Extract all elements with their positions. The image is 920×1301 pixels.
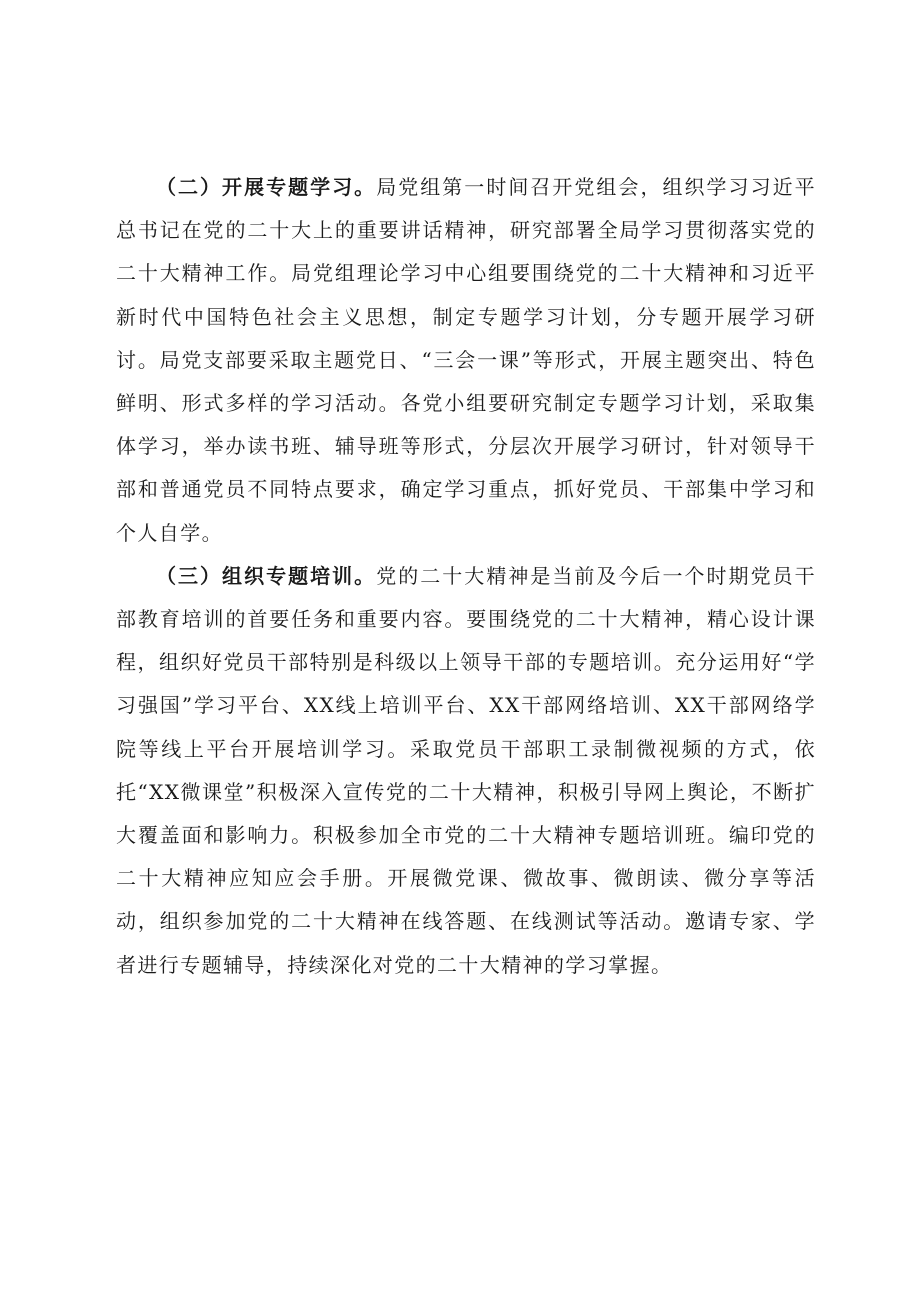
paragraph-text-study: 局党组第一时间召开党组会，组织学习习近平总书记在党的二十大上的重要讲话精神，研究部署全局学习贯彻落实党的二十大精神工作。局党组理论学习中心组要围绕党的二十大精神和习近平新时代中国特色社会主义思想，制定专题学习计划，分专题开展学习研讨。局党支部要采取主题党日、“三会一课”等形式，开展主题突出、特色鲜明、形式多样的学习活动。各党小组要研究制定专题学习计划，采取集体学习，举办读书班、辅导班等形式，分层次开展学习研讨，针对领导干部和普通党员不同特点要求，确定学习重点，抓好党员、干部集中学习和个人自学。 — [116, 175, 817, 545]
section-heading-training: （三）组织专题培训。 — [156, 563, 377, 588]
section-heading-study: （二）开展专题学习。 — [156, 175, 377, 199]
paragraph-training — [116, 555, 816, 987]
document-body — [116, 166, 816, 987]
paragraph-text-training: 党的二十大精神是当前及今后一个时期党员干部教育培训的首要任务和重要内容。要围绕党的二十大精神，精心设计课程，组织好党员干部特别是科级以上领导干部的专题培训。充分运用好“学习强国”学习平台、XX线上培训平台、XX干部网络培训、XX干部网络学院等线上平台开展培训学习。采取党员干部职工录制微视频的方式，依托“XX微课堂”积极深入宣传党的二十大精神，积极引导网上舆论，不断扩大覆盖面和影响力。积极参加全市党的二十大精神专题培训班。编印党的二十大精神应知应会手册。开展微党课、微故事、微朗读、微分享等活动，组织参加党的二十大精神在线答题、在线测试等活动。邀请专家、学者进行专题辅导，持续深化对党的二十大精神的学习掌握。 — [116, 563, 817, 977]
paragraph-study — [116, 166, 816, 555]
